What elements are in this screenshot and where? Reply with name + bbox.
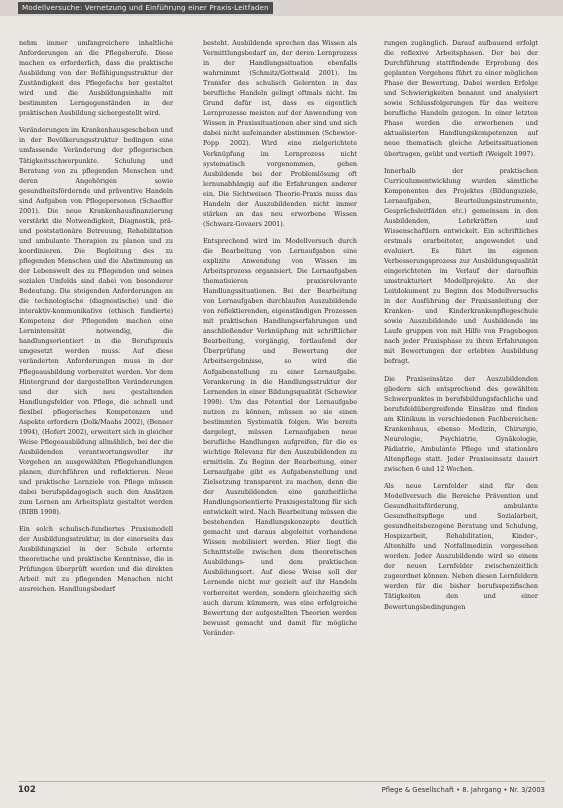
paragraph: rungen zugänglich. Darauf aufbauend erfolgt die reflexive Arbeitsphasen. Der bei der Durchführung stattfindende Erprobung des geplanten Vorgehens führt zu einer möglichen Phase der Bewertung. Dabei werden Erfolge und Schwierigkeiten benannt und analysiert sowie Schlussfolgerungen für das weitere berufliche Handeln gezogen. In einer letzten Phase werden die erworbenen und aktualisierten Handlungskompetenzen auf neue thematisch gleiche Arbeitssituationen übertragen, geübt und vertieft (Weigelt 1997). bbox=[384, 39, 538, 158]
text-column-middle bbox=[203, 38, 357, 645]
paragraph: Die Praxiseinsätze der Auszubildenden gliedern sich entsprechend des gewählten Schwerpunktes in berufsbildungsfachliche und berufsfeldübergreifende Einsätze und finden am Klinikum in verschiedenen Fachbereichen: Krankenhaus, ebenso Medizin, Chirurgie, Neurologie, Psychiatrie, Gynäkologie, Pädiatrie, Ambulante Pflege und stationäre Altenpflege statt. Jeder Praxiseinsatz dauert zwischen 6 und 12 Wochen. bbox=[384, 374, 538, 473]
paragraph: Als neue Lernfelder sind für den Modellversuch die Bereiche Prävention und Gesundheitsförderung, ambulante Gesundheitspflege und Sozialarbeit, gesundheitsbezogene Beratung und Schulung, Hospizarbeit, Rehabilitation, Kinder-, Altenhilfe und Notfallmedizin vorgesehen worden. Jeder Auszubildende wird so einem der neuen Lernfelder zwischenzeitlich zugeordnet können. Neben diesen Lernfeldern werden für die bisher berufsspezifischen Tätigkeiten den und einer Bewertungsbedingungen bbox=[384, 481, 538, 611]
paragraph: Entsprechend wird im Modellversuch durch die Bearbeitung von Lernaufgaben eine explizite Anwendung von Wissen im Arbeitsprozess organisiert. Die Lernaufgaben thematisieren praxisrelevante Handlungssituationen. Bei der Bearbeitung von Lernaufgaben durchlaufen Auszubildende von reflektierenden, eigenständigen Prozessen mit praktischen Handlungserfahrungen und anschließender Verknüpfung mit schriftlicher Bearbeitung, vorgängig, fortlaufend der Überprüfung und Bewertung der Arbeitsergebnisse, so wird die Aufgabenstellung zu einer Lernaufgabe. Verankerung in die Handlungsstruktur der Lernenden in einer Bildungsqualität (Schewior 1998). Um das Potential der Lernaufgabe nutzen zu können, müssen so sie einen bestimmten Systematik folgen. Wie bereits dargelegt, müssen Lernaufgaben neue berufliche Handlungen aufgreifen, für die es wichtige Relevanz für den Auszubildenden zu ermitteln. Zu Beginn der Bearbeitung, einer Lernaufgabe gibt es Aufgabenstellung und Zielsetzung transparent zu machen, denn die der Auszubildenden eine ganzheitliche Handlungsorientierte Praxisgestaltung für sich entwickelt wird. Nach Bearbeitung müssen die bestehenden Handlungskonzepte deutlich gemacht und daraus abgeleitet vorhandene Wissen mobilisiert werden. Hier liegt die Schnittstelle zwischen dem theoretischen Ausbildungs- und dem praktischen Ausbildungsort. Auf diese Weise soll der Lernende nicht nur gezielt auf ihr Handeln vorbereitet werden, sondern gleichzeitig sich auch darum kümmern, was eine erfolgreiche Bewertung der aufgestellten Theorien werden bewusst gemacht und damit für mögliche Veränder- bbox=[203, 236, 357, 637]
paragraph: besteht. Ausbildende sprechen das Wissen als Vermittlungsbedarf an, der deren Lernprozess in der Handlungssituation ebenfalls wahrnimmt (Schmitz/Gottwald 2001). Im Transfer des schulisch Gelernten in das berufliche Handeln gelingt oftmals nicht. Im Grund dafür ist, dass es eigentlich Lernprozesse meisten auf der Anwendung von Wissen in Praxissituationen aber sind und sich dabei nicht aufeinander abstimmen (Schewior-Popp 2002). Wird eine zielgerichtete Verknüpfung im Lernprozess nicht systematisch vorgenommen, gehen Ausbildende bei der Problemlösung oft lernunabhängig auf die Erfahrungen anderer ein. Die Sichtweisen Theorie-Praxis muss das Handeln der Auszubildenden nicht immer stärken an das neu erworbene Wissen (Schwarz-Govaers 2001). bbox=[203, 39, 357, 228]
paragraph: Ein solch schulisch-fundiertes Praxismodell der Ausbildungsstruktur, in der einerseits das Ausbildungsziel in der Schule erlernte theoretische und praktische Kenntnisse, die in Prüfungen überprüft werden und die direkten Arbeit mit zu pflegenden Menschen nicht ausreichen. Handlungsbedarf bbox=[19, 525, 173, 594]
text-column-right bbox=[384, 38, 538, 619]
page-number: 102 bbox=[18, 785, 36, 795]
footer-journal-citation: Pflege & Gesellschaft • 8. Jahrgang • Nr. 3/2003 bbox=[381, 786, 545, 794]
paragraph: nehm immer umfangreichere inhaltliche Anforderungen an die Pflegeberufe. Diese machen es erforderlich, dass die praktische Ausbildung von der Befähigungsstruktur der Zuständigkeit des Pflegefachs her gestaltet wird und die Ausbildungsinhalte mit bestimmten Lerngegenständen in der praktischen Ausbildung sichergestellt wird. bbox=[19, 39, 173, 118]
running-header-title: Modellversuche: Vernetzung und Einführung einer Praxis-Leitfaden bbox=[18, 2, 273, 14]
footer-divider bbox=[18, 781, 545, 782]
text-column-left bbox=[19, 38, 173, 602]
paragraph: Veränderungen im Krankenhausgeschehen und in der Bevölkerungsstruktur bedingen eine umfassende Veränderung der pflegerischen Tätigkeitsschwerpunkte. Schulung und Beratung von zu pflegenden Menschen und deren Angehörigen sowie gesundheitsfördernde und präventive Handeln sind Aufgaben von Pflegepersonen (Schaeffer 2001). Die neue Krankenhausfinanzierung verstärkt die Notwendigkeit, Diagnostik, prä- und poststationäre Betreuung, Rehabilitation und ambulante Therapien zu planen und zu koordinieren. Die Begleitung des zu pflegenden Menschen und die Abstimmung an der Lebenswelt des zu Pflegenden und seines sozialen Umfelds sind dabei von besonderer Bedeutung. Die steigenden Anforderungen an die technologische (diagnostische) und die interaktiv-kommunikative (ethisch fundierte) Kompetenz der Pflegenden machen eine Lernintensität notwendig, die handlungsorientiert in die Berufspraxis umgesetzt werden muss. Auf diese veränderten Anforderungen muss in der Pflegeausbildung vorbereitet werden. Vor dem Hintergrund der dargestellten Veränderungen und der sich neu gestaltenden Handlungsfelder von Pflege, die schnell und flexibel pflegerisches Kompetenzen und Aspekte erfordern (Dolk/Maahs 2002), (Benner 1994), (Hofert 2002), erweitert sich in gleicher Weise Pflegeausbildung allmählich, bei der die Ausbildenden verantwortungsvoller ihr Vorgehen an ausgewählten Pflegehandlungen planen, durchführen und reflektieren. Neue und praktische Lernziele von Pflege müssen dabei berufspädagogisch auch den Ansätzen zum Lernen am Arbeitsplatz gestaltet werden (BIBB 1998). bbox=[19, 126, 173, 517]
paragraph: Innerhalb der praktischen Curriculumentwicklung wurden sämtliche Komponenten des Projektes (Bildungsziele, Lernaufgaben, Beurteilungsinstrumente, Gesprächsleitfäden etc.) gemeinsam in den Ausbildenden, Lehrkräften und Wissenschaftlern entwickelt. Ein schriftliches erstmals erarbeiteter, angewendet und evaluiert. Es führt im eigenen Verbesserungsprozess zur Ausbildungsqualität eingerichteten im Verlauf der daraufhin umstrukturiert Modellprojekte. An der Leitdokument zu Beginn des Modellversuchs in der Ausführung der Praxisanleitung der Kranken- und Kinderkrankenpflegeschule sowie Auszubildende und Ausbildende im Laufe gruppen von mit Hilfe von Fragebogen nach jeder Praxisphase zu ihren Erfahrungen mit Bewertungen der erlebten Ausbildung befragt. bbox=[384, 166, 538, 366]
